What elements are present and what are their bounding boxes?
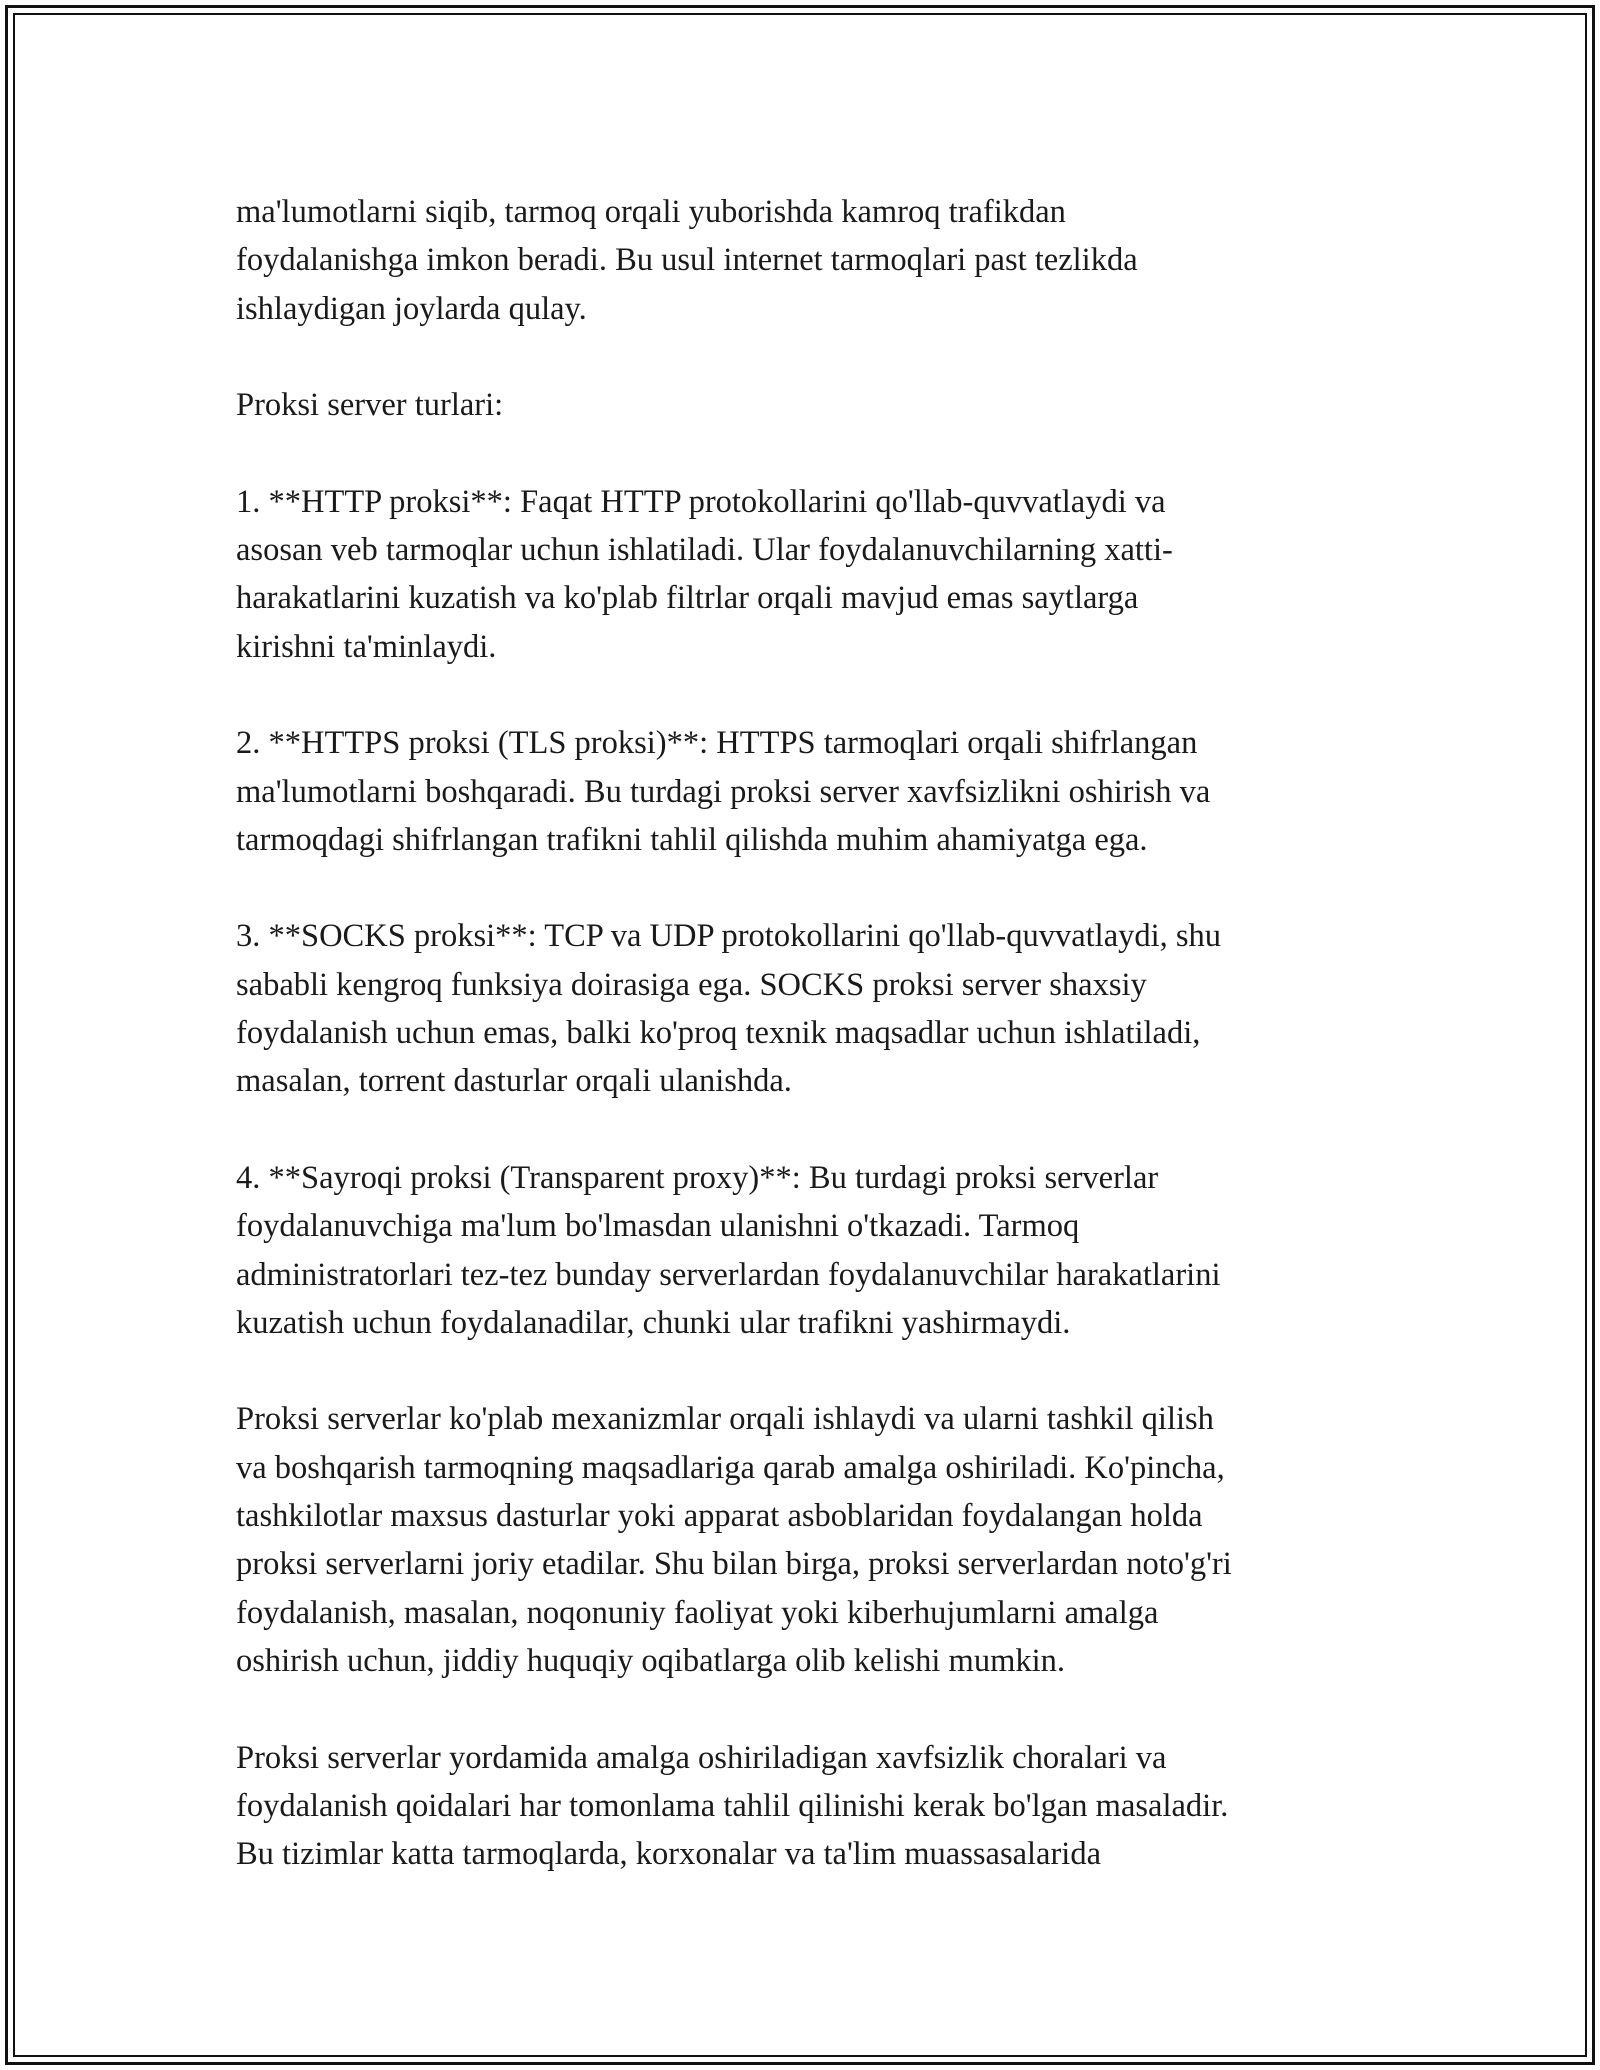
paragraph-security-measures: Proksi serverlar yordamida amalga oshiriladigan xavfsizlik choralari va foydalanish qoidalari har tomonlama tahlil qilinishi kerak bo'lgan masaladir. Bu tizimlar katta tarmoqlarda, korxonalar va ta'lim muassasalarida [236, 1739, 1229, 1873]
list-item-socks-proxy: 3. **SOCKS proksi**: TCP va UDP protokollarini qo'llab-quvvatlaydi, shu sababli kengroq funksiya doirasiga ega. SOCKS proksi server shaxsiy foydalanish uchun emas, balki ko'proq texnik maqsadlar uchun ishlatiladi, masalan, torrent dasturlar orqali ulanishda. [236, 918, 1222, 1100]
paragraph-proxy-mechanisms: Proksi serverlar ko'plab mexanizmlar orqali ishlaydi va ularni tashkil qilish va boshqarish tarmoqning maqsadlariga qarab amalga oshiriladi. Ko'pincha, tashkilotlar maxsus dasturlar yoki apparat asboblaridan foydalangan holda proksi serverlarni joriy etadilar. Shu bilan birga, proksi serverlardan noto'g'ri foydalanish, masalan, noqonuniy faoliyat yoki kiberhujumlarni amalga oshirish uchun, jiddiy huquqiy oqibatlarga olib kelishi mumkin. [236, 1401, 1232, 1679]
list-item-transparent-proxy: 4. **Sayroqi proksi (Transparent proxy)**: Bu turdagi proksi serverlar foydalanuvchiga ma'lum bo'lmasdan ulanishni o'tkazadi. Tarmoq administratorlari tez-tez bunday serverlardan foydalanuvchilar harakatlarini kuzatish uchun foydalanadilar, chunki ular trafikni yashirmaydi. [236, 1159, 1221, 1341]
list-item-http-proxy: 1. **HTTP proksi**: Faqat HTTP protokollarini qo'llab-quvvatlaydi va asosan veb tarmoqlar uchun ishlatiladi. Ular foydalanuvchilarning xatti- harakatlarini kuzatish va ko'plab filtrlar orqali mavjud emas saytlarga kirishni ta'minlaydi. [236, 483, 1173, 665]
document-body [236, 188, 1376, 1878]
paragraph-proxy-types-heading: Proksi server turlari: [236, 387, 504, 424]
paragraph-compression-intro: ma'lumotlarni siqib, tarmoq orqali yuborishda kamroq trafikdan foydalanishga imkon beradi. Bu usul internet tarmoqlari past tezlikda ishlaydigan joylarda qulay. [236, 194, 1138, 327]
list-item-https-proxy: 2. **HTTPS proksi (TLS proksi)**: HTTPS tarmoqlari orqali shifrlangan ma'lumotlarni boshqaradi. Bu turdagi proksi server xavfsizlikni oshirish va tarmoqdagi shifrlangan trafikni tahlil qilishda muhim ahamiyatga ega. [236, 725, 1211, 858]
